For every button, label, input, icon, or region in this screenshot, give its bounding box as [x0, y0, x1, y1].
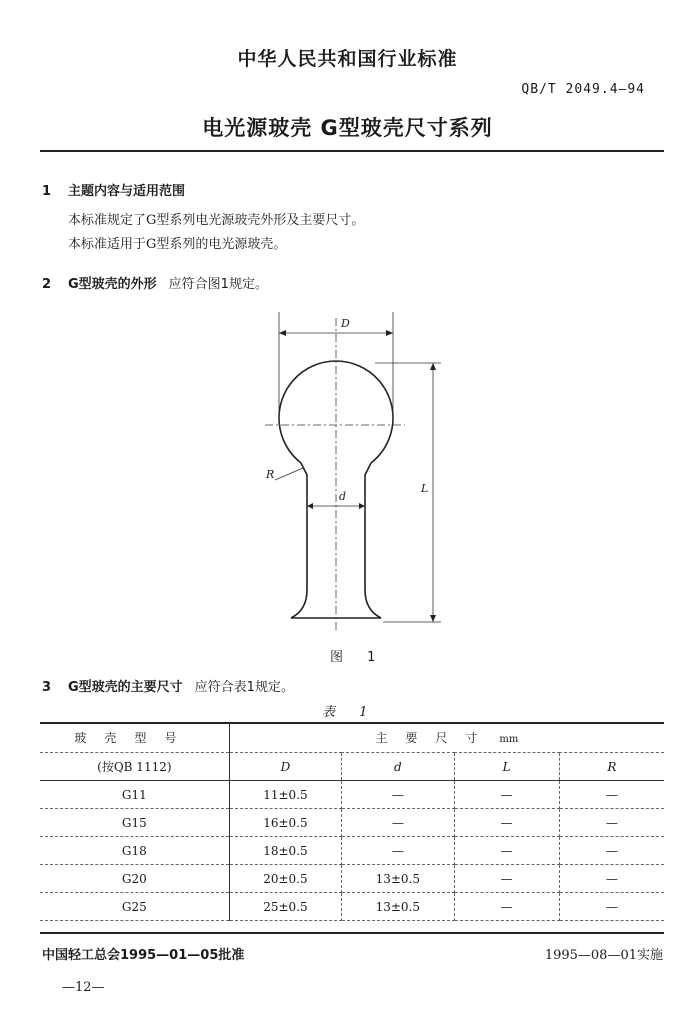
section-2-tail: 应符合图1规定。 — [168, 277, 268, 292]
cell-d: 13±0.5 — [342, 893, 454, 921]
header-col-d: d — [342, 753, 454, 781]
table-row — [40, 893, 664, 921]
document-title: 电光源玻壳 G型玻壳尺寸系列 — [202, 116, 493, 140]
table-row — [40, 809, 664, 837]
header-main-dimensions — [229, 722, 664, 753]
table-row — [40, 837, 664, 865]
cell-d: — — [342, 809, 454, 837]
cell-D: 11±0.5 — [229, 781, 341, 809]
header-bulb-type: 玻壳型号 — [40, 722, 229, 753]
dimension-L-label: L — [421, 482, 429, 495]
header-main-label: 主要尺寸 — [375, 730, 496, 745]
section-1-heading — [42, 180, 185, 199]
cell-L: — — [454, 893, 559, 921]
implementation-date: 1995—08—01实施 — [544, 948, 663, 963]
dimension-D-label: D — [341, 317, 350, 330]
cell-d: — — [342, 781, 454, 809]
cell-type: G15 — [40, 809, 229, 837]
cell-R: — — [559, 865, 664, 893]
table-row — [40, 781, 664, 809]
header-col-R: R — [559, 753, 664, 781]
cell-d: 13±0.5 — [342, 865, 454, 893]
header-type-standard: (按QB 1112) — [40, 753, 229, 781]
table-header-row-2 — [40, 753, 664, 781]
cell-D: 18±0.5 — [229, 837, 341, 865]
section-3-title: G型玻壳的主要尺寸 — [68, 680, 183, 695]
section-3-tail: 应符合表1规定。 — [194, 680, 294, 695]
section-2-heading — [42, 273, 268, 292]
cell-L: — — [454, 865, 559, 893]
table-bottom-rule — [40, 932, 664, 934]
cell-R: — — [559, 837, 664, 865]
standard-number: QB/T 2049.4—94 — [521, 82, 645, 97]
radius-R-leader — [275, 468, 303, 480]
approval-line: 中国轻工总会1995—01—05批准 — [42, 948, 245, 963]
table-header-row-1 — [40, 722, 664, 753]
section-3-heading — [42, 676, 294, 695]
header-col-L: L — [454, 753, 559, 781]
page-number: —12— — [62, 980, 105, 995]
cell-L: — — [454, 837, 559, 865]
section-1-title: 主题内容与适用范围 — [68, 184, 186, 199]
dimension-table — [40, 722, 664, 921]
header-col-D: D — [229, 753, 341, 781]
cell-D: 25±0.5 — [229, 893, 341, 921]
cell-L: — — [454, 781, 559, 809]
cell-R: — — [559, 809, 664, 837]
figure-caption: 图 1 — [330, 650, 386, 665]
section-2-number: 2 — [42, 277, 52, 292]
cell-type: G11 — [40, 781, 229, 809]
cell-D: 20±0.5 — [229, 865, 341, 893]
cell-R: — — [559, 893, 664, 921]
table-caption: 表 1 — [322, 705, 378, 720]
cell-D: 16±0.5 — [229, 809, 341, 837]
cell-type: G25 — [40, 893, 229, 921]
title-rule — [40, 150, 664, 152]
cell-R: — — [559, 781, 664, 809]
cell-type: G18 — [40, 837, 229, 865]
dimension-d-label: d — [339, 490, 347, 503]
section-1-paragraph-1: 本标准规定了G型系列电光源玻壳外形及主要尺寸。 — [68, 213, 365, 228]
radius-R-label: R — [266, 468, 275, 481]
header-unit: mm — [499, 733, 519, 745]
standard-org-header: 中华人民共和国行业标准 — [237, 48, 458, 70]
section-3-number: 3 — [42, 680, 52, 695]
bulb-outline-figure — [255, 300, 445, 635]
cell-d: — — [342, 837, 454, 865]
section-2-title: G型玻壳的外形 — [68, 277, 157, 292]
table-row — [40, 865, 664, 893]
section-1-number: 1 — [42, 184, 52, 199]
cell-type: G20 — [40, 865, 229, 893]
cell-L: — — [454, 809, 559, 837]
section-1-paragraph-2: 本标准适用于G型系列的电光源玻壳。 — [68, 237, 287, 252]
